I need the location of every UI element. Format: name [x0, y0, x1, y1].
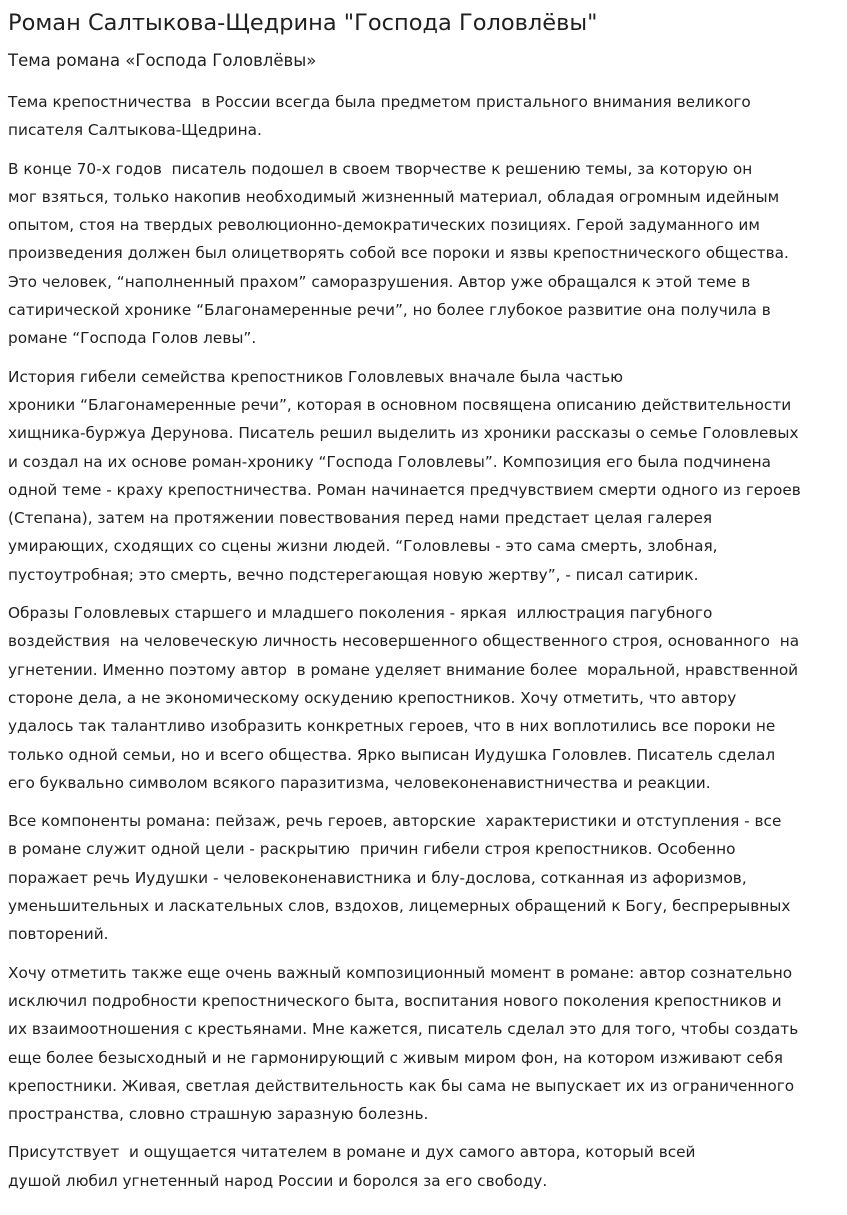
paragraph-line: романе “Господа Голов левы”. — [8, 329, 257, 348]
paragraph-line: удалось так талантливо изобразить конкретных героев, что в них воплотились все пороки не — [8, 717, 776, 736]
paragraph-line: (Степана), затем на протяжении повествования перед нами предстает целая галерея — [8, 509, 713, 528]
paragraph-line: уменьшительных и ласкательных слов, вздохов, лицемерных обращений к Богу, беспрерывных — [8, 897, 791, 916]
article-paragraph — [8, 599, 839, 797]
paragraph-line: душой любил угнетенный народ России и боролся за его свободу. — [8, 1171, 548, 1190]
paragraph-line: Тема крепостничества в России всегда была предметом пристального внимания великого — [8, 93, 751, 111]
paragraph-line: хроники “Благонамеренные речи”, которая в основном посвящена описанию действительности — [8, 395, 792, 414]
paragraph-line: одной теме - краху крепостничества. Роман начинается предчувствием смерти одного из героев — [8, 480, 801, 499]
paragraph-line: угнетении. Именно поэтому автор в романе уделяет внимание более моральной, нравственной — [8, 660, 799, 679]
paragraph-line: пустоутробная; это смерть, вечно подстерегающая новую жертву”, - писал сатирик. — [8, 565, 699, 584]
paragraph-line: мог взяться, только накопив необходимый жизненный материал, обладая огромным идейным — [8, 187, 780, 206]
article-paragraph — [8, 959, 839, 1129]
paragraph-line: крепостники. Живая, светлая действительность как бы сама не выпускает их из ограниченного — [8, 1076, 795, 1095]
paragraph-line: повторений. — [8, 925, 109, 944]
paragraph-line: пространства, словно страшную заразную болезнь. — [8, 1105, 429, 1124]
page-title: Роман Салтыкова-Щедрина "Господа Головлёвы" — [8, 10, 598, 36]
paragraph-line: Присутствует и ощущается читателем в романе и дух самого автора, который всей — [8, 1143, 696, 1162]
paragraph-line: только одной семьи, но и всего общества. Ярко выписан Иудушка Головлев. Писатель сделал — [8, 745, 776, 764]
paragraph-line: воздействия на человеческую личность несовершенного общественного строя, основанного на — [8, 632, 800, 651]
article-paragraph — [8, 363, 839, 589]
paragraph-line: Хочу отметить также еще очень важный композиционный момент в романе: автор сознательно — [8, 963, 793, 982]
article-paragraph — [8, 1138, 839, 1195]
paragraph-line: опытом, стоя на твердых революционно-демократических позициях. Герой задуманного им — [8, 216, 760, 235]
paragraph-line: История гибели семейства крепостников Головлевых вначале была частью — [8, 367, 624, 386]
article-paragraph — [8, 155, 839, 353]
paragraph-line: еще более безысходный и не гармонирующий с живым миром фон, на котором изживают себя — [8, 1048, 783, 1067]
article-paragraph — [8, 807, 839, 948]
paragraph-line: писателя Салтыкова-Щедрина. — [8, 121, 262, 140]
paragraph-line: в романе служит одной цели - раскрытию причин гибели строя крепостников. Особенно — [8, 840, 736, 859]
paragraph-line: сатирической хронике “Благонамеренные речи”, но более глубокое развитие она получила в — [8, 301, 771, 320]
paragraph-line: хищника-буржуа Дерунова. Писатель решил выделить из хроники рассказы о семье Головлевых — [8, 424, 799, 443]
paragraph-line: их взаимоотношения с крестьянами. Мне кажется, писатель сделал это для того, чтобы создать — [8, 1020, 799, 1039]
paragraph-line: В конце 70-х годов писатель подошел в своем творчестве к решению темы, за которую он — [8, 159, 753, 178]
paragraph-line: Все компоненты романа: пейзаж, речь героев, авторские характеристики и отступления - все — [8, 812, 782, 831]
paragraph-line: его буквально символом всякого паразитизма, человеконенавистничества и реакции. — [8, 773, 711, 792]
paragraph-line: Образы Головлевых старшего и младшего поколения - яркая иллюстрация пагубного — [8, 604, 713, 623]
paragraph-line: умирающих, сходящих со сцены жизни людей. “Головлевы - это сама смерть, злобная, — [8, 537, 718, 556]
paragraph-line: Это человек, “наполненный прахом” саморазрушения. Автор уже обращался к этой теме в — [8, 272, 751, 291]
article-paragraph — [8, 88, 839, 145]
paragraph-line: поражает речь Иудушки - человеконенавистника и блу-дослова, сотканная из афоризмов, — [8, 868, 747, 887]
paragraph-line: исключил подробности крепостнического быта, воспитания нового поколения крепостников и — [8, 991, 782, 1010]
page-subtitle: Тема романа «Господа Головлёвы» — [8, 51, 317, 70]
paragraph-line: произведения должен был олицетворять собой все пороки и язвы крепостнического общества. — [8, 244, 789, 263]
article-body — [8, 88, 839, 1195]
paragraph-line: и создал на их основе роман-хронику “Господа Головлевы”. Композиция его была подчинена — [8, 452, 772, 471]
paragraph-line: стороне дела, а не экономическому оскудению крепостников. Хочу отметить, что автору — [8, 688, 737, 707]
